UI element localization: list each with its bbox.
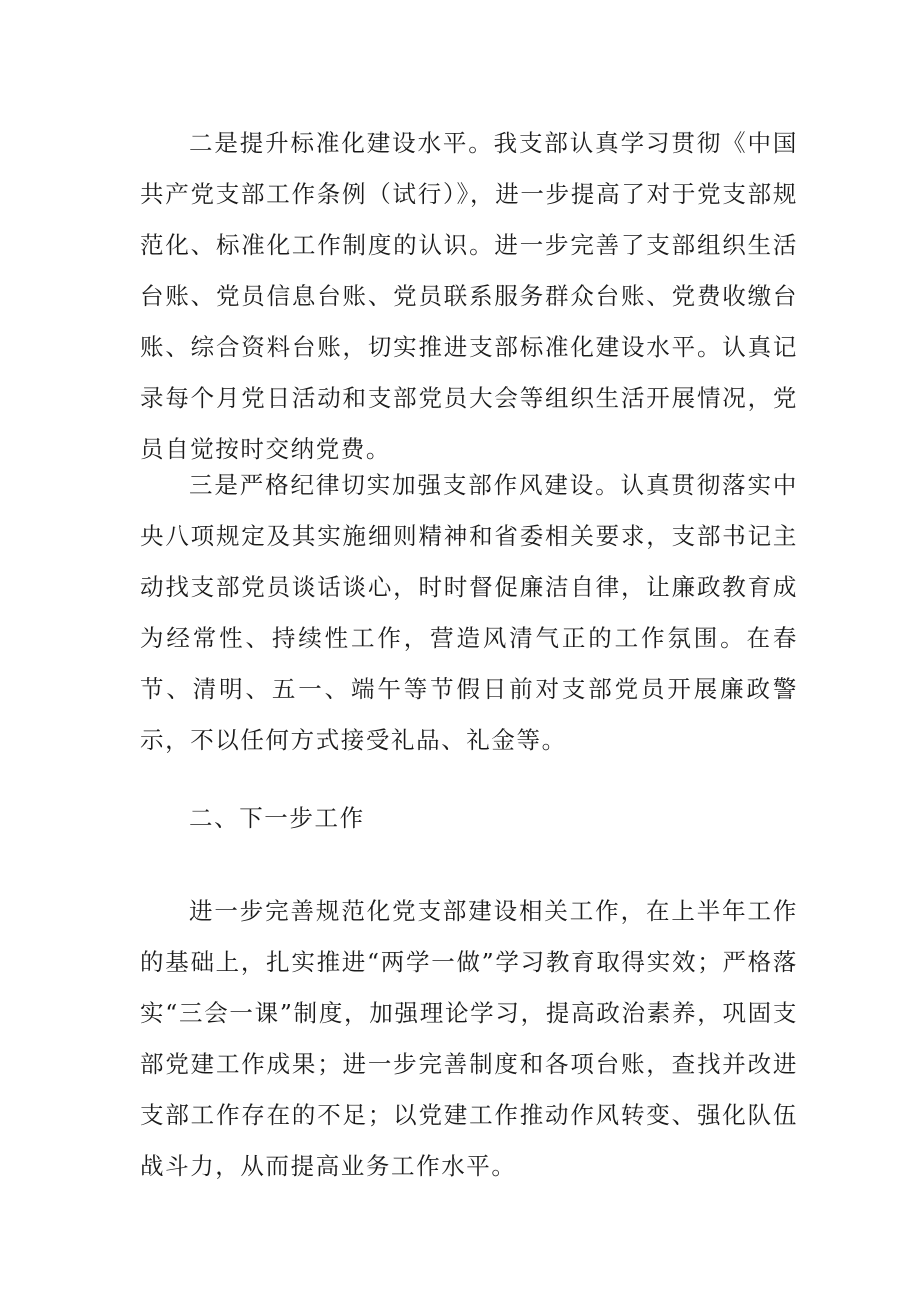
section-heading-next-steps: 二、下一步工作 <box>189 804 365 832</box>
paragraph-discipline: 三是严格纪律切实加强支部作风建设。认真贯彻落实中央八项规定及其实施细则精神和省委相关要求，支部书记主动找支部党员谈话谈心，时时督促廉洁自律，让廉政教育成为经常性、持续性工作，营造风清气正的工作氛围。在春节、清明、五一、端午等节假日前对支部党员开展廉政警示，不以任何方式接受礼品、礼金等。 <box>140 471 798 754</box>
paragraph-standardization: 二是提升标准化建设水平。我支部认真学习贯彻《中国共产党支部工作条例（试行）》，进一步提高了对于党支部规范化、标准化工作制度的认识。进一步完善了支部组织生活台账、党员信息台账、党员联系服务群众台账、党费收缴台账、综合资料台账，切实推进支部标准化建设水平。认真记录每个月党日活动和支部党员大会等组织生活开展情况，党员自觉按时交纳党费。 <box>140 129 798 463</box>
paragraph-next-steps: 进一步完善规范化党支部建设相关工作，在上半年工作的基础上，扎实推进“两学一做”学习教育取得实效；严格落实“三会一课”制度，加强理论学习，提高政治素养，巩固支部党建工作成果；进一步完善制度和各项台账，查找并改进支部工作存在的不足；以党建工作推动作风转变、强化队伍战斗力，从而提高业务工作水平。 <box>140 897 798 1180</box>
